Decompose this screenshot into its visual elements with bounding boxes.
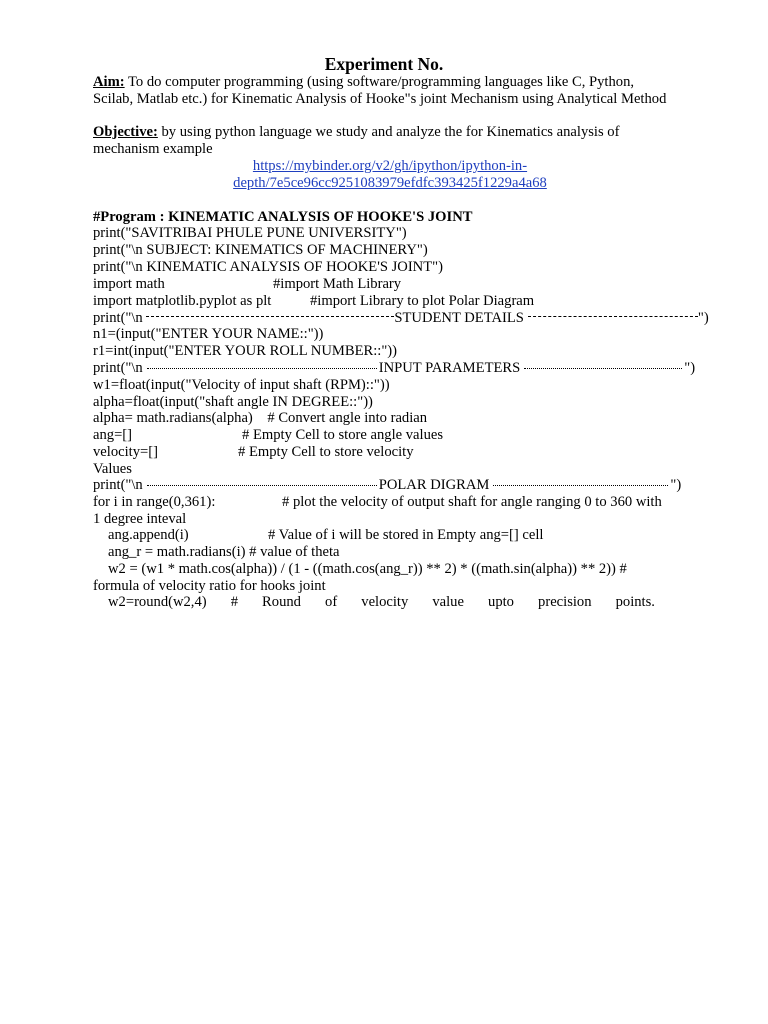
code-word: # [230, 594, 238, 610]
code-line-7: n1=(input("ENTER YOUR NAME::")) [93, 326, 324, 342]
code-line-5-comment: #import Library to plot Polar Diagram [310, 293, 535, 309]
binder-link-line-1[interactable]: https://mybinder.org/v2/gh/ipython/ipython-in- [252, 158, 528, 174]
aim-text-1: To do computer programming (using software/programming languages like C, Python, [124, 74, 635, 90]
dot-separator-right [524, 367, 682, 369]
code-line-14-comment: # Empty Cell to store velocity [238, 444, 414, 460]
code-line-1: print("SAVITRIBAI PHULE PUNE UNIVERSITY") [93, 225, 407, 241]
code-line-18: 1 degree inteval [93, 511, 187, 527]
code-line-6 [93, 310, 709, 327]
code-line-4: import math [93, 276, 165, 292]
objective-text-1: by using python language we study and analyze the for Kinematics analysis of [157, 124, 620, 140]
code-line-4-comment: #import Math Library [273, 276, 402, 292]
code-word: points. [615, 594, 655, 610]
input-params-label: INPUT PARAMETERS [378, 360, 521, 376]
code-word: velocity [361, 594, 409, 610]
aim-label: Aim: [93, 74, 125, 90]
code-line-22: formula of velocity ratio for hooks joint [93, 578, 326, 594]
code-line-3: print("\n KINEMATIC ANALYSIS OF HOOKE'S JOINT") [93, 259, 443, 275]
code-word: Round [262, 594, 301, 610]
dot-separator-right-2 [493, 484, 668, 486]
code-line-15: Values [93, 461, 132, 477]
objective-label: Objective: [93, 124, 158, 140]
code-line-9 [93, 360, 695, 377]
experiment-title: Experiment No. [324, 54, 444, 74]
input-params-close: ") [684, 360, 696, 376]
code-line-8: r1=int(input("ENTER YOUR ROLL NUMBER::")) [93, 343, 398, 359]
code-line-19-comment: # Value of i will be stored in Empty ang=[] cell [268, 527, 544, 543]
code-line-23 [108, 594, 655, 611]
code-word: precision [538, 594, 592, 610]
code-line-12: alpha= math.radians(alpha) # Convert angle into radian [93, 410, 428, 426]
code-word: of [325, 594, 338, 610]
code-line-14: velocity=[] [93, 444, 158, 460]
dash-separator-right [528, 315, 698, 317]
student-details-label: STUDENT DETAILS [394, 310, 524, 326]
student-details-close: ") [697, 310, 709, 326]
code-line-20: ang_r = math.radians(i) # value of theta [108, 544, 340, 560]
dash-separator-left [146, 315, 394, 317]
code-word: value [432, 594, 464, 610]
code-line-13-comment: # Empty Cell to store angle values [242, 427, 444, 443]
code-line-17-comment: # plot the velocity of output shaft for angle ranging 0 to 360 with [282, 494, 662, 510]
aim-line-2: Scilab, Matlab etc.) for Kinematic Analysis of Hooke"s joint Mechanism using Analytical Method [93, 91, 667, 107]
program-heading: #Program : KINEMATIC ANALYSIS OF HOOKE'S JOINT [93, 209, 473, 225]
code-word: w2=round(w2,4) [108, 594, 207, 610]
code-line-17: for i in range(0,361): [93, 494, 216, 510]
code-line-10: w1=float(input("Velocity of input shaft (RPM)::")) [93, 377, 390, 393]
dot-separator-left [147, 367, 377, 369]
objective-line-1 [93, 124, 619, 141]
code-line-16 [93, 477, 681, 494]
dot-separator-left-2 [147, 484, 377, 486]
polar-diagram-print: print("\n [93, 477, 143, 493]
input-params-print: print("\n [93, 360, 143, 376]
code-word: upto [488, 594, 514, 610]
code-line-5: import matplotlib.pyplot as plt [93, 293, 272, 309]
student-details-print: print("\n [93, 310, 147, 326]
aim-line-1 [93, 74, 634, 91]
code-line-13: ang=[] [93, 427, 133, 443]
polar-diagram-close: ") [670, 477, 682, 493]
code-line-21: w2 = (w1 * math.cos(alpha)) / (1 - ((math.cos(ang_r)) ** 2) * ((math.sin(alpha)) ** 2)) # [108, 561, 627, 577]
code-line-11: alpha=float(input("shaft angle IN DEGREE::")) [93, 394, 373, 410]
binder-link-line-2[interactable]: depth/7e5ce96cc9251083979efdfc393425f1229a4a68 [233, 175, 547, 191]
objective-line-2: mechanism example [93, 141, 213, 157]
polar-diagram-label: POLAR DIGRAM [378, 477, 490, 493]
code-line-2: print("\n SUBJECT: KINEMATICS OF MACHINERY") [93, 242, 428, 258]
code-line-19: ang.append(i) [108, 527, 189, 543]
